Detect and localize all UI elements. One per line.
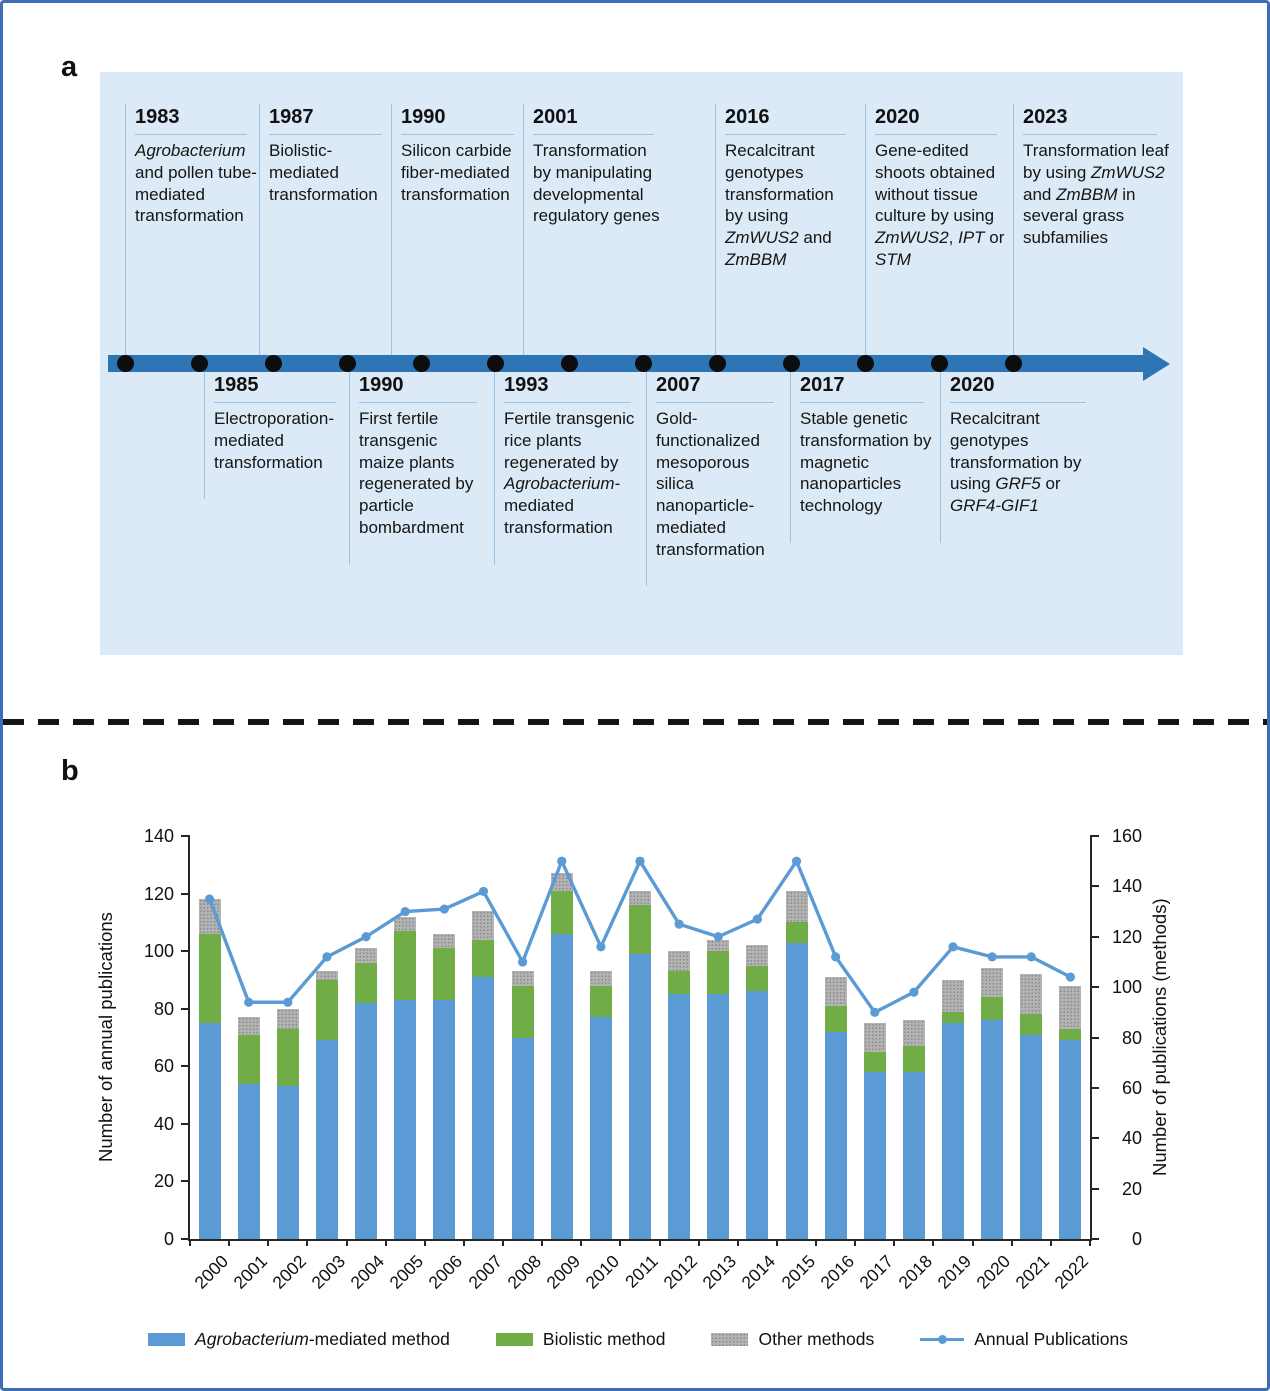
x-axis-label-text: 2018 bbox=[894, 1251, 937, 1293]
left-axis-title: Number of annual publications bbox=[95, 912, 116, 1163]
timeline-event-top-2023 bbox=[1013, 104, 1169, 355]
right-axis-tick bbox=[1090, 1137, 1099, 1139]
legend-item-3 bbox=[711, 1329, 874, 1350]
timeline-dot bbox=[1005, 355, 1022, 372]
legend-line-marker-icon bbox=[938, 1335, 947, 1344]
x-axis-label-text: 2009 bbox=[542, 1251, 584, 1293]
x-axis-tick bbox=[972, 1239, 974, 1246]
x-axis-label-text: 2007 bbox=[463, 1251, 506, 1293]
panel-a-label: a bbox=[61, 51, 78, 83]
right-axis-tick-label: 140 bbox=[1111, 876, 1142, 897]
chart-plot-area bbox=[143, 826, 1142, 1293]
right-axis-tick-label: 20 bbox=[1121, 1178, 1142, 1199]
x-axis-tick bbox=[893, 1239, 895, 1246]
x-axis-tick bbox=[932, 1239, 934, 1246]
left-axis-tick-label: 100 bbox=[143, 941, 174, 962]
x-axis-tick bbox=[306, 1239, 308, 1246]
legend-color-swatch-icon bbox=[148, 1333, 185, 1346]
right-axis-tick bbox=[1090, 1087, 1099, 1089]
right-axis-tick bbox=[1090, 986, 1099, 988]
x-axis-tick bbox=[346, 1239, 348, 1246]
line-marker bbox=[792, 857, 801, 866]
line-marker bbox=[479, 887, 488, 896]
timeline-event-year: 2007 bbox=[656, 372, 774, 403]
x-axis-tick bbox=[854, 1239, 856, 1246]
timeline-dot bbox=[339, 355, 356, 372]
timeline-event-text: First fertile transgenic maize plants regenerated by particle bombardment bbox=[359, 409, 474, 537]
right-axis-tick bbox=[1090, 885, 1099, 887]
legend-item-2 bbox=[496, 1329, 666, 1350]
timeline-event-top-2016 bbox=[715, 104, 856, 355]
x-axis-label-text: 2022 bbox=[1050, 1251, 1093, 1293]
timeline-event-year: 1990 bbox=[401, 104, 514, 135]
x-axis-tick bbox=[776, 1239, 778, 1246]
legend-item-4 bbox=[920, 1329, 1128, 1350]
right-axis-tick-label: 160 bbox=[1111, 826, 1142, 846]
line-marker bbox=[635, 857, 644, 866]
timeline-event-text: Electroporation-mediated transformation bbox=[214, 409, 335, 472]
timeline-event-bottom-1990 bbox=[349, 372, 487, 565]
x-axis-tick bbox=[541, 1239, 543, 1246]
line-marker bbox=[401, 907, 410, 916]
line-marker bbox=[361, 932, 370, 941]
timeline-dot bbox=[413, 355, 430, 372]
timeline-event-bottom-2017 bbox=[790, 372, 935, 543]
timeline-event-text: Transformation leaf by using ZmWUS2 and ZmBBM in several grass subfamilies bbox=[1023, 141, 1169, 247]
x-axis-label-text: 2010 bbox=[581, 1251, 624, 1293]
line-marker bbox=[948, 942, 957, 951]
left-axis-tick bbox=[181, 835, 190, 837]
legend-color-swatch-icon bbox=[496, 1333, 533, 1346]
x-axis-tick bbox=[737, 1239, 739, 1246]
line-marker bbox=[596, 942, 605, 951]
timeline-event-text: Agrobacterium and pollen tube-mediated transformation bbox=[135, 141, 257, 226]
timeline-dot bbox=[117, 355, 134, 372]
left-axis-tick-label: 60 bbox=[153, 1056, 174, 1077]
x-axis-label-text: 2006 bbox=[424, 1251, 467, 1293]
x-axis-tick bbox=[580, 1239, 582, 1246]
x-axis-label-text: 2014 bbox=[737, 1251, 780, 1293]
left-axis-tick bbox=[181, 1065, 190, 1067]
x-axis-label-text: 2021 bbox=[1011, 1251, 1054, 1293]
x-axis-tick bbox=[1050, 1239, 1052, 1246]
timeline-dot bbox=[487, 355, 504, 372]
timeline-event-top-1987 bbox=[259, 104, 392, 355]
left-axis-tick-label: 140 bbox=[143, 826, 174, 846]
x-axis-label-text: 2019 bbox=[933, 1251, 976, 1293]
x-axis-label-text: 2012 bbox=[659, 1251, 702, 1293]
x-axis-label-text: 2013 bbox=[698, 1251, 741, 1293]
timeline-event-text: Gold-functionalized mesoporous silica nanoparticle-mediated transformation bbox=[656, 409, 765, 559]
timeline-event-text: Fertile transgenic rice plants regenerated by Agrobacterium-mediated transformation bbox=[504, 409, 635, 537]
right-axis-tick bbox=[1090, 1037, 1099, 1039]
line-marker bbox=[675, 920, 684, 929]
x-axis-tick bbox=[502, 1239, 504, 1246]
line-marker bbox=[870, 1008, 879, 1017]
timeline-event-text: Silicon carbide fiber-mediated transformation bbox=[401, 141, 512, 204]
timeline-event-year: 1983 bbox=[135, 104, 247, 135]
right-axis-tick-label: 80 bbox=[1121, 1027, 1142, 1048]
x-axis-label-text: 2004 bbox=[346, 1251, 389, 1293]
line-marker bbox=[1066, 972, 1075, 981]
timeline-dot bbox=[709, 355, 726, 372]
annual-publications-line bbox=[190, 836, 1090, 1239]
timeline-event-year: 1990 bbox=[359, 372, 477, 403]
timeline-dot bbox=[635, 355, 652, 372]
x-axis-tick bbox=[228, 1239, 230, 1246]
x-axis-tick bbox=[619, 1239, 621, 1246]
line-marker bbox=[988, 952, 997, 961]
right-axis-tick-label: 0 bbox=[1131, 1229, 1142, 1249]
timeline-event-text: Biolistic-mediated transformation bbox=[269, 141, 378, 204]
timeline-dot bbox=[191, 355, 208, 372]
timeline-event-text: Stable genetic transformation by magnetic nanoparticles technology bbox=[800, 409, 932, 515]
left-axis-tick bbox=[181, 1008, 190, 1010]
panel-divider-dashed-line bbox=[3, 719, 1267, 725]
right-axis-tick-label: 40 bbox=[1121, 1128, 1142, 1149]
timeline-arrow bbox=[108, 355, 1143, 372]
timeline-event-year: 2001 bbox=[533, 104, 654, 135]
line-marker bbox=[831, 952, 840, 961]
x-axis-tick bbox=[815, 1239, 817, 1246]
x-axis-label-text: 2017 bbox=[855, 1251, 897, 1293]
legend-line-swatch-icon bbox=[920, 1333, 964, 1346]
timeline-event-text: Recalcitrant genotypes transformation by using GRF5 or GRF4-GIF1 bbox=[950, 409, 1082, 515]
line-marker bbox=[205, 894, 214, 903]
chart-legend bbox=[103, 1329, 1173, 1350]
x-axis-tick bbox=[1089, 1239, 1091, 1246]
timeline-dot bbox=[561, 355, 578, 372]
timeline-event-top-1983 bbox=[125, 104, 257, 355]
panel-b-label: b bbox=[61, 755, 79, 787]
left-axis-tick-label: 120 bbox=[143, 883, 174, 904]
timeline-event-top-2020 bbox=[865, 104, 1008, 355]
timeline-event-top-1990 bbox=[391, 104, 524, 355]
right-axis-tick bbox=[1090, 1238, 1099, 1240]
x-axis-tick bbox=[463, 1239, 465, 1246]
timeline-event-year: 2020 bbox=[950, 372, 1086, 403]
timeline-dot bbox=[783, 355, 800, 372]
timeline-event-year: 2020 bbox=[875, 104, 997, 135]
timeline-event-bottom-2020 bbox=[940, 372, 1098, 543]
x-axis-tick bbox=[385, 1239, 387, 1246]
left-axis-tick bbox=[181, 1123, 190, 1125]
right-axis-tick bbox=[1090, 936, 1099, 938]
timeline-event-bottom-1985 bbox=[204, 372, 347, 499]
legend-color-swatch-icon bbox=[711, 1333, 748, 1346]
timeline-event-text: Transformation by manipulating developmental regulatory genes bbox=[533, 141, 660, 226]
timeline-dot bbox=[857, 355, 874, 372]
right-axis-tick bbox=[1090, 835, 1099, 837]
legend-label: Biolistic method bbox=[542, 1329, 666, 1349]
timeline-event-year: 2017 bbox=[800, 372, 924, 403]
timeline-event-bottom-2007 bbox=[646, 372, 784, 586]
line-marker bbox=[557, 857, 566, 866]
line-marker bbox=[244, 998, 253, 1007]
line-marker bbox=[909, 988, 918, 997]
x-axis-label-text: 2002 bbox=[268, 1251, 310, 1293]
timeline-event-year: 1985 bbox=[214, 372, 336, 403]
timeline-event-text: Recalcitrant genotypes transformation by using ZmWUS2 and ZmBBM bbox=[725, 141, 834, 269]
x-axis-label-text: 2016 bbox=[816, 1251, 858, 1293]
timeline-event-year: 2023 bbox=[1023, 104, 1157, 135]
left-axis-tick-label: 80 bbox=[153, 998, 174, 1019]
left-axis-tick bbox=[181, 950, 190, 952]
legend-label: Annual Publications bbox=[974, 1329, 1128, 1349]
x-axis-label-text: 2015 bbox=[776, 1251, 819, 1293]
line-marker bbox=[518, 957, 527, 966]
x-axis-tick bbox=[698, 1239, 700, 1246]
legend-label: Agrobacterium-mediated method bbox=[195, 1329, 450, 1349]
x-axis-tick bbox=[424, 1239, 426, 1246]
right-axis-tick-label: 60 bbox=[1121, 1077, 1142, 1098]
line-marker bbox=[753, 915, 762, 924]
x-axis-label-text: 2011 bbox=[621, 1251, 663, 1292]
line-marker bbox=[440, 904, 449, 913]
x-axis-label-text: 2005 bbox=[385, 1251, 428, 1293]
line-marker bbox=[322, 952, 331, 961]
right-axis-title: Number of publications (methods) bbox=[1149, 898, 1170, 1177]
x-axis-tick bbox=[267, 1239, 269, 1246]
legend-item-1 bbox=[148, 1329, 450, 1350]
left-axis-tick bbox=[181, 1180, 190, 1182]
timeline-event-top-2001 bbox=[523, 104, 664, 355]
x-axis-label-text: 2000 bbox=[190, 1251, 232, 1293]
line-marker bbox=[1027, 952, 1036, 961]
right-axis-tick-label: 100 bbox=[1111, 977, 1142, 998]
line-marker bbox=[283, 998, 292, 1007]
left-axis-tick-label: 20 bbox=[153, 1171, 174, 1192]
x-axis-label-text: 2008 bbox=[503, 1251, 545, 1293]
left-axis-tick-label: 0 bbox=[163, 1229, 174, 1249]
line-marker bbox=[714, 932, 723, 941]
timeline-event-year: 1987 bbox=[269, 104, 382, 135]
x-axis-label-text: 2020 bbox=[972, 1251, 1015, 1293]
x-axis-label-text: 2001 bbox=[229, 1251, 271, 1293]
timeline-dot bbox=[931, 355, 948, 372]
right-axis-tick-label: 120 bbox=[1111, 926, 1142, 947]
legend-label: Other methods bbox=[758, 1329, 875, 1349]
x-axis-tick bbox=[1011, 1239, 1013, 1246]
timeline-event-year: 1993 bbox=[504, 372, 631, 403]
left-axis-tick-label: 40 bbox=[153, 1113, 174, 1134]
left-axis-tick bbox=[181, 893, 190, 895]
x-axis-label-text: 2003 bbox=[307, 1251, 350, 1293]
timeline-event-text: Gene-edited shoots obtained without tissue culture by using ZmWUS2, IPT or STM bbox=[875, 141, 1005, 269]
x-axis-tick bbox=[189, 1239, 191, 1246]
timeline-dot bbox=[265, 355, 282, 372]
timeline-event-bottom-1993 bbox=[494, 372, 642, 565]
x-axis-tick bbox=[659, 1239, 661, 1246]
right-axis-tick bbox=[1090, 1188, 1099, 1190]
timeline-event-year: 2016 bbox=[725, 104, 846, 135]
